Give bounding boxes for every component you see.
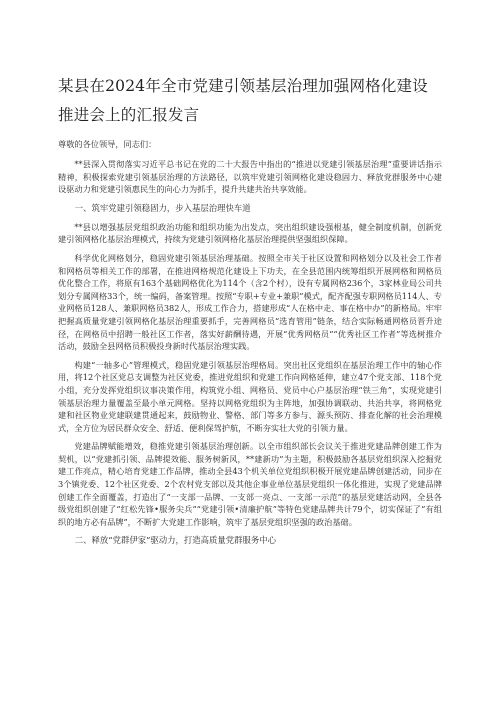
paragraph-grid-division: 科学优化网格划分，稳固党建引领基层治理基础。按照全市关于社区设置和网格划分以及社会工作者和网格员等相关工作的部署，在推进网格规范化建设上下功夫，在全县范围内统筹组织开展网格和网格员优化整合工作，将原有163个基础网格优化为114个（含2个村），设有专属网格236个，3家林业局公司共划分专属网格33个，统一编码，备案管理。按照“专职+专业+兼职”模式，配齐配强专职网格员114人、专业网格员128人、兼职网格员382人，形成工作合力，搭建形成“人在格中走、事在格中办”的新格局。牢牢把握高质量党建引领网格化基层治理重要抓手，完善网格员“选育管用”链条，结合实际畅通网格员晋升途径，在网格员中招聘一般社区工作者，落实好薪酬待遇，开展“优秀网格员”“优秀社区工作者”等选树推介活动，鼓励全县网格员积极投身新时代基层治理实践。	[58, 252, 442, 352]
section-heading-1: 一、筑牢党建引领稳固力，步入基层治理快车道	[74, 202, 251, 213]
paragraph-management-model: 构建“一轴多心”管理模式，稳固党建引领基层治理格局。突出社区党组织在基层治理工作中的轴心作用，将12个社区党总支调整为社区党委，推进党组织和党建工作向网格延伸，建立47个党支部、118个党小组，充分发挥党组织议事决策作用，构筑党小组、网格员、党员中心户基层治理“铁三角”，实现党建引领基层治理力量覆盖至最小单元网格。坚持以网格党组织为主阵地，加强协调联动、共治共享，将网格党建和社区物业党建联建贯通起来，鼓励物业、警格、部门等多方参与、源头预防、排查化解的社会治理模式，全方位为居民群众安全、舒适、便利保驾护航，不断夯实壮大党的引领力量。	[58, 359, 442, 433]
paragraph-section1-intro: **县以增强基层党组织政治功能和组织功能为出发点，突出组织建设强根基，健全制度机制，创新党建引领网格化基层治理模式，持续为党建引领网格化基层治理提供坚强组织保障。	[58, 221, 442, 245]
paragraph-party-brand: 党建品牌赋能增效，稳推党建引领基层治理创新。以全市组织部长会议关于推进党建品牌创建工作为契机，以“党建抓引领、品牌提效能、服务树新风，**建新功”为主题，积极鼓励各基层党组织深入挖掘党建工作亮点，精心培育党建工作品牌，推动全县43个机关单位党组织积极开展党建品牌创建活动，同步在3个镇党委、12个社区党委、2个农村党支部以及其他企事业单位基层党组织一体化推进，实现了党建品牌创建工作全面覆盖，打造出了“一支部一品牌、一支部一亮点、一支部一示范”的基层党建活动网，全县各级党组织创建了“红松先锋•服务尖兵”“党建引领•清廉护航”等特色党建品牌共计79个，切实保证了“有组织的地方必有品牌”，不断扩大党建工作影响，筑牢了基层党组织坚强的政治基础。	[58, 441, 442, 527]
section-heading-2: 二、释放“党群伊家”驱动力，打造高质量党群服务中心	[74, 535, 276, 546]
greeting: 尊敬的各位领导，同志们：	[58, 139, 157, 149]
document-title: 某县在2024年全市党建引领基层治理加强网格化建设推进会上的汇报发言	[58, 77, 428, 124]
paragraph-intro: **县深入贯彻落实习近平总书记在党的二十大报告中指出的“推进以党建引领基层治理”重要讲话指示精神，积极探索党建引领基层治理的方法路径，以筑牢党建引领网格化建设稳固力、释放党群服务中心建设驱动力和党建引领惠民生的向心力为抓手，提升共建共治共享效能。	[58, 159, 442, 195]
